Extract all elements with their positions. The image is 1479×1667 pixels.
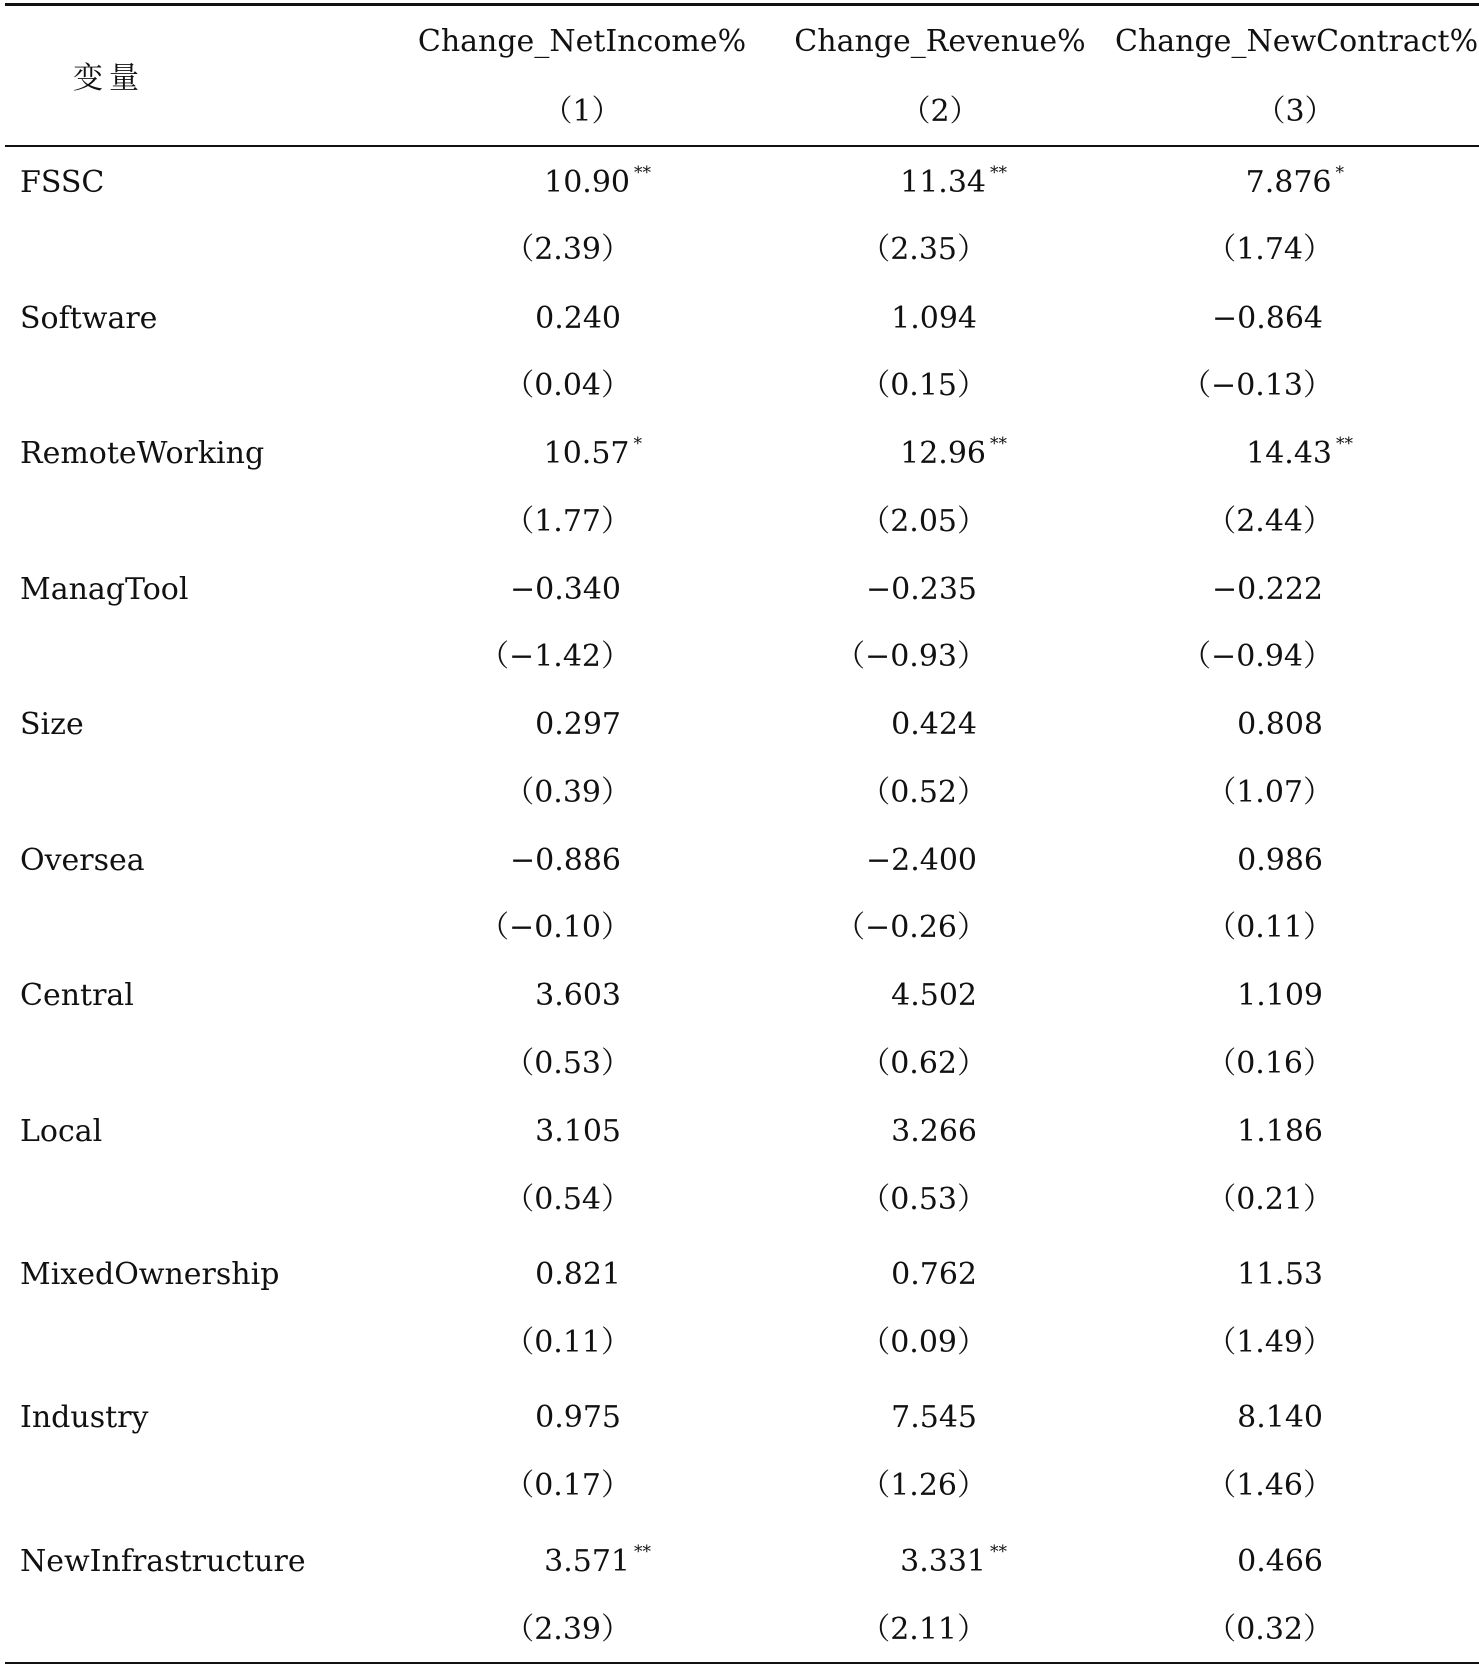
significance-stars: **	[990, 163, 1007, 183]
coefficient-value: 11.34	[900, 165, 986, 200]
coefficient-cell	[891, 979, 981, 1013]
column-index-3: （3）	[1255, 94, 1335, 129]
t-statistic-cell: （0.04）	[504, 368, 631, 403]
coefficient-cell	[535, 979, 625, 1013]
t-statistic-cell: （1.46）	[1206, 1468, 1333, 1503]
coefficient-value: 3.266	[891, 1114, 977, 1149]
coefficient-cell	[891, 1115, 981, 1149]
t-statistic-cell: （0.11）	[504, 1325, 631, 1360]
coefficient-cell	[891, 302, 981, 336]
coefficient-value: −0.340	[509, 572, 621, 607]
column-index-1: （1）	[542, 94, 622, 129]
coefficient-cell	[891, 1401, 981, 1435]
coefficient-value: −2.400	[865, 843, 977, 878]
t-statistic-cell: （0.39）	[504, 775, 631, 810]
row-label: Size	[20, 707, 84, 742]
row-label: Central	[20, 978, 134, 1013]
coefficient-cell	[535, 1401, 625, 1435]
t-statistic-cell: （0.17）	[504, 1468, 631, 1503]
coefficient-value: 10.57	[543, 436, 630, 471]
coefficient-value: 7.545	[891, 1400, 977, 1435]
t-statistic-cell: （1.07）	[1206, 775, 1333, 810]
top-rule	[5, 3, 1479, 6]
t-statistic-cell: （0.53）	[504, 1046, 631, 1081]
t-statistic-cell: （1.74）	[1206, 232, 1333, 267]
coefficient-cell	[1237, 1258, 1327, 1292]
t-statistic-cell: （2.39）	[504, 1612, 631, 1647]
t-statistic-cell: （2.35）	[860, 232, 987, 267]
coefficient-value: 1.109	[1237, 978, 1323, 1013]
coefficient-value: 3.603	[535, 978, 621, 1013]
coefficient-cell	[510, 844, 625, 878]
t-statistic-cell: （2.05）	[860, 504, 987, 539]
t-statistic-cell: （−0.93）	[835, 639, 987, 674]
significance-stars: **	[990, 1542, 1007, 1562]
coefficient-cell	[866, 573, 981, 607]
coefficient-value: 0.762	[891, 1257, 977, 1292]
significance-stars: **	[990, 434, 1007, 454]
coefficient-cell	[900, 1542, 1007, 1579]
significance-stars: *	[1335, 163, 1344, 183]
row-label: FSSC	[20, 165, 105, 200]
t-statistic-cell: （0.54）	[504, 1182, 631, 1217]
row-label: Local	[20, 1114, 103, 1149]
coefficient-cell	[1212, 573, 1327, 607]
row-label: MixedOwnership	[20, 1257, 280, 1292]
coefficient-value: −0.864	[1211, 301, 1323, 336]
row-label: Industry	[20, 1400, 149, 1435]
coefficient-cell	[1237, 1545, 1327, 1579]
coefficient-cell	[1237, 1115, 1327, 1149]
t-statistic-cell: （−0.10）	[479, 910, 631, 945]
t-statistic-cell: （0.53）	[860, 1182, 987, 1217]
column-header-2: Change_Revenue%	[794, 24, 1086, 59]
coefficient-cell	[900, 163, 1007, 200]
t-statistic-cell: （0.15）	[860, 368, 987, 403]
t-statistic-cell: （0.11）	[1206, 910, 1333, 945]
row-label: ManagTool	[20, 572, 189, 607]
coefficient-value: −0.235	[865, 572, 977, 607]
coefficient-cell	[1237, 708, 1327, 742]
coefficient-cell	[535, 1258, 625, 1292]
coefficient-value: 10.90	[544, 165, 630, 200]
coefficient-value: 3.105	[535, 1114, 621, 1149]
t-statistic-cell: （2.11）	[860, 1612, 987, 1647]
coefficient-cell	[1237, 1401, 1327, 1435]
coefficient-cell	[535, 708, 625, 742]
coefficient-value: −0.222	[1211, 572, 1323, 607]
t-statistic-cell: （0.32）	[1206, 1612, 1333, 1647]
coefficient-value: 4.502	[891, 978, 977, 1013]
coefficient-value: 0.424	[891, 707, 977, 742]
column-index-2: （2）	[900, 94, 980, 129]
coefficient-cell	[544, 163, 651, 200]
t-statistic-cell: （0.21）	[1206, 1182, 1333, 1217]
t-statistic-cell: （1.49）	[1206, 1325, 1333, 1360]
significance-stars: **	[634, 163, 651, 183]
t-statistic-cell: （−1.42）	[479, 639, 631, 674]
coefficient-value: 8.140	[1237, 1400, 1323, 1435]
coefficient-value: 0.466	[1237, 1544, 1323, 1579]
coefficient-value: 0.975	[535, 1400, 621, 1435]
t-statistic-cell: （0.09）	[860, 1325, 987, 1360]
t-statistic-cell: （0.62）	[860, 1046, 987, 1081]
coefficient-value: 7.876	[1245, 165, 1332, 200]
coefficient-value: 3.571	[544, 1544, 630, 1579]
coefficient-cell	[891, 1258, 981, 1292]
coefficient-value: 0.240	[535, 301, 621, 336]
significance-stars: *	[633, 434, 642, 454]
bottom-rule	[5, 1662, 1479, 1664]
row-label: NewInfrastructure	[20, 1544, 306, 1579]
coefficient-cell	[544, 1542, 651, 1579]
t-statistic-cell: （−0.13）	[1181, 368, 1333, 403]
coefficient-value: 0.808	[1237, 707, 1323, 742]
t-statistic-cell: （1.26）	[860, 1468, 987, 1503]
coefficient-cell	[535, 302, 625, 336]
coefficient-cell	[510, 573, 625, 607]
coefficient-cell	[866, 844, 981, 878]
t-statistic-cell: （−0.26）	[835, 910, 987, 945]
row-label: RemoteWorking	[20, 436, 265, 471]
coefficient-cell	[1246, 434, 1353, 471]
variable-header: 变量	[73, 61, 145, 96]
coefficient-cell	[900, 434, 1007, 471]
coefficient-cell	[1237, 844, 1327, 878]
coefficient-value: 14.43	[1246, 436, 1332, 471]
coefficient-cell	[535, 1115, 625, 1149]
header-rule	[5, 145, 1479, 147]
t-statistic-cell: （1.77）	[504, 504, 631, 539]
coefficient-value: 0.821	[535, 1257, 621, 1292]
t-statistic-cell: （2.44）	[1206, 504, 1333, 539]
coefficient-value: 1.094	[891, 301, 977, 336]
coefficient-value: 1.186	[1237, 1114, 1323, 1149]
coefficient-cell	[543, 434, 642, 471]
coefficient-value: 0.297	[535, 707, 621, 742]
row-label: Oversea	[20, 843, 145, 878]
coefficient-cell	[891, 708, 981, 742]
coefficient-value: 11.53	[1237, 1257, 1323, 1292]
coefficient-value: −0.886	[509, 843, 621, 878]
t-statistic-cell: （2.39）	[504, 232, 631, 267]
t-statistic-cell: （−0.94）	[1181, 639, 1333, 674]
coefficient-value: 0.986	[1237, 843, 1323, 878]
row-label: Software	[20, 301, 158, 336]
t-statistic-cell: （0.16）	[1206, 1046, 1333, 1081]
significance-stars: **	[634, 1542, 651, 1562]
coefficient-cell	[1237, 979, 1327, 1013]
t-statistic-cell: （0.52）	[860, 775, 987, 810]
coefficient-cell	[1212, 302, 1327, 336]
coefficient-value: 12.96	[900, 436, 986, 471]
column-header-3: Change_NewContract%	[1115, 24, 1479, 59]
significance-stars: **	[1336, 434, 1353, 454]
coefficient-cell	[1245, 163, 1344, 200]
column-header-1: Change_NetIncome%	[417, 24, 747, 59]
coefficient-value: 3.331	[900, 1544, 986, 1579]
